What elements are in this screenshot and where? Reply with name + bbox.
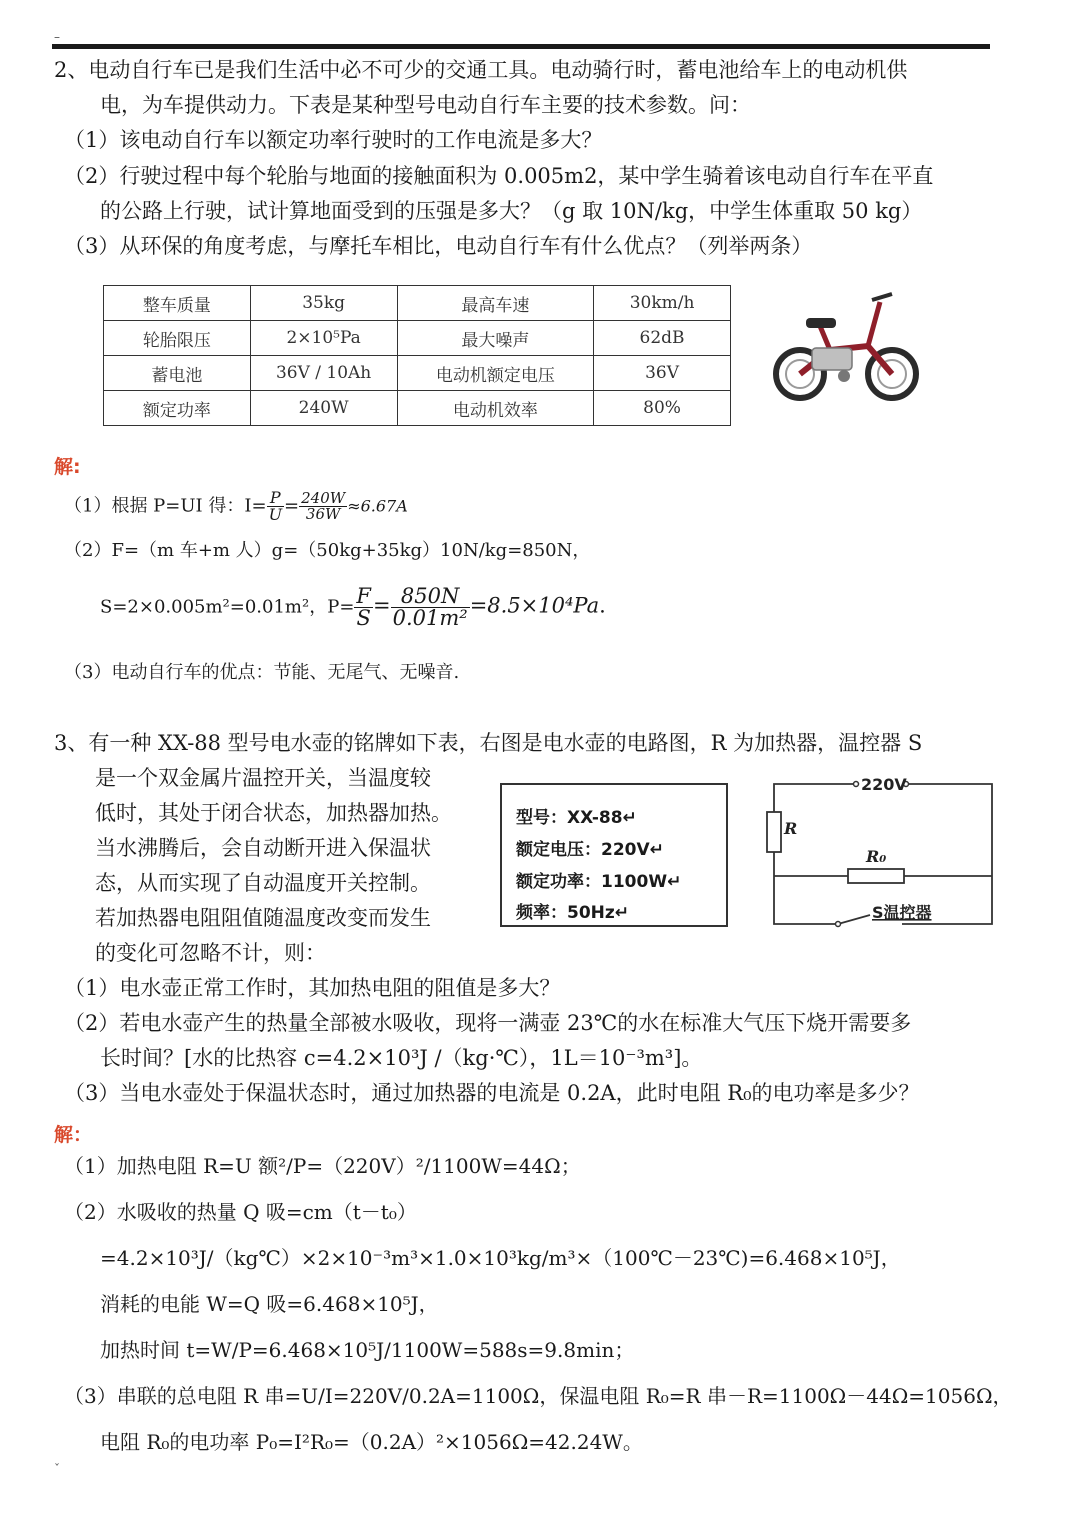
- table-cell: 整车质量: [104, 286, 251, 321]
- electric-bike-image: [768, 288, 920, 408]
- nameplate-model: 型号：XX-88↵: [516, 808, 637, 828]
- sol1-result: ≈6.67A: [347, 496, 408, 516]
- spec-table: [103, 285, 731, 426]
- q3-sol-line: （1）加热电阻 R=U 额²/P=（220V）²/1100W=44Ω；: [64, 1154, 581, 1178]
- heater-label: R: [784, 819, 798, 838]
- q3-sol-line: 电阻 R₀的电功率 P₀=I²R₀=（0.2A）²×1056Ω=42.24W。: [100, 1430, 643, 1454]
- q3-body-line: 低时，其处于闭合状态，加热器加热。: [95, 801, 452, 825]
- q3-sol-line: （2）水吸收的热量 Q 吸=cm（t－t₀）: [64, 1200, 417, 1224]
- q3-line1: 3、有一种 XX-88 型号电水壶的铭牌如下表，右图是电水壶的电路图，R 为加热器，温控器 S: [54, 731, 923, 755]
- table-cell: 电动机额定电压: [397, 356, 594, 391]
- table-cell: 62dB: [594, 321, 731, 356]
- sol1-prefix: （1）根据 P=UI 得：I=: [64, 495, 267, 517]
- table-cell: 2×10⁵Pa: [250, 321, 397, 356]
- nameplate-frequency: 频率：50Hz↵: [516, 903, 630, 923]
- q3-sol-line: 加热时间 t=W/P=6.468×10⁵J/1100W=588s=9.8min；: [100, 1338, 635, 1362]
- table-cell: 电动机效率: [397, 391, 594, 426]
- table-cell: 最高车速: [397, 286, 594, 321]
- table-cell: 240W: [250, 391, 397, 426]
- q2-sol3: （3）电动自行车的优点：节能、无尾气、无噪音.: [64, 662, 460, 683]
- table-cell: 蓄电池: [104, 356, 251, 391]
- table-cell: 35kg: [250, 286, 397, 321]
- fraction-f-over-s: [354, 586, 373, 629]
- table-cell: 轮胎限压: [104, 321, 251, 356]
- q2-solution-label: 解:: [54, 456, 81, 478]
- supply-label: 220V: [861, 775, 907, 794]
- q3-sub2b: 长时间？[水的比热容 c=4.2×10³J /（kg·℃），1L＝10⁻³m³]。: [100, 1046, 703, 1070]
- fraction-240w-over-36w: [299, 491, 347, 522]
- frac-denominator: S: [356, 606, 371, 630]
- q3-sub3: （3）当电水壶处于保温状态时，通过加热器的电流是 0.2A，此时电阻 R₀的电功率是多少？: [64, 1081, 920, 1105]
- fraction-p-over-u: [267, 490, 284, 523]
- table-row: [104, 321, 731, 356]
- frac-denominator: 36W: [305, 505, 341, 523]
- circuit-diagram: [766, 772, 998, 932]
- q3-sub1: （1）电水壶正常工作时，其加热电阻的阻值是多大？: [64, 976, 561, 1000]
- q3-sub2a: （2）若电水壶产生的热量全部被水吸收，现将一满壶 23℃的水在标准大气压下烧开需要多: [64, 1011, 912, 1035]
- table-cell: 80%: [594, 391, 731, 426]
- q2-sol1: [64, 490, 408, 523]
- q2-line1: 2、电动自行车已是我们生活中必不可少的交通工具。电动骑行时，蓄电池给车上的电动机供: [54, 58, 908, 82]
- nameplate-power: 额定功率：1100W↵: [516, 872, 682, 892]
- equals: =: [284, 495, 300, 517]
- table-row: [104, 286, 731, 321]
- q3-sol-line: （3）串联的总电阻 R 串=U/I=220V/0.2A=1100Ω，保温电阻 R₀=R 串－R=1100Ω－44Ω=1056Ω，: [64, 1384, 1013, 1408]
- kettle-nameplate: [500, 783, 728, 927]
- frac-denominator: 0.01m²: [392, 606, 468, 630]
- frac-numerator: P: [267, 490, 284, 507]
- sol2b-end: .: [599, 593, 606, 618]
- table-cell: 最大噪声: [397, 321, 594, 356]
- nameplate-voltage: 额定电压：220V↵: [516, 840, 664, 860]
- q3-sol-line: =4.2×10³J/（kg℃）×2×10⁻³m³×1.0×10³kg/m³×（100℃－23℃)=6.468×10⁵J，: [100, 1246, 901, 1270]
- header-rule: [52, 44, 990, 49]
- table-cell: 36V: [594, 356, 731, 391]
- q3-body-line: 态，从而实现了自动温度开关控制。: [95, 871, 431, 895]
- table-cell: 30km/h: [594, 286, 731, 321]
- resistor-r0-label: R₀: [866, 847, 887, 866]
- sol2b-prefix: S=2×0.005m²=0.01m²，P=: [100, 596, 355, 618]
- header-mark: –: [54, 30, 60, 44]
- q3-body-line: 若加热器电阻阻值随温度改变而发生: [95, 906, 431, 930]
- q2-sol2b: [100, 586, 606, 629]
- frac-numerator: F: [356, 584, 371, 608]
- table-cell: 36V / 10Ah: [250, 356, 397, 391]
- q2-sub1: （1）该电动自行车以额定功率行驶时的工作电流是多大？: [64, 128, 603, 152]
- q3-body-line: 的变化可忽略不计，则：: [95, 941, 326, 965]
- q3-solution-label: 解：: [54, 1124, 93, 1146]
- frac-numerator: 240W: [301, 489, 346, 507]
- frac-denominator: U: [268, 505, 283, 524]
- table-row: [104, 356, 731, 391]
- sol2b-result: =8.5×10⁴Pa: [469, 593, 600, 618]
- table-row: [104, 391, 731, 426]
- fraction-850n-over-area: [391, 586, 470, 629]
- q3-body-line: 当水沸腾后，会自动断开进入保温状: [95, 836, 431, 860]
- q2-sub2a: （2）行驶过程中每个轮胎与地面的接触面积为 0.005m2，某中学生骑着该电动自行车在平直: [64, 164, 934, 188]
- table-cell: 额定功率: [104, 391, 251, 426]
- equals: =: [372, 593, 391, 618]
- q2-line2: 电，为车提供动力。下表是某种型号电动自行车主要的技术参数。问：: [100, 93, 751, 117]
- q3-body-line: 是一个双金属片温控开关，当温度较: [95, 766, 431, 790]
- q2-sub3: （3）从环保的角度考虑，与摩托车相比，电动自行车有什么优点？（列举两条）: [64, 234, 813, 258]
- footer-mark: ˇ: [54, 1462, 60, 1476]
- q3-sol-line: 消耗的电能 W=Q 吸=6.468×10⁵J，: [100, 1292, 439, 1316]
- frac-numerator: 850N: [391, 586, 470, 608]
- q2-sub2b: 的公路上行驶，试计算地面受到的压强是多大？（g 取 10N/kg，中学生体重取 50 kg）: [100, 199, 923, 223]
- thermostat-switch-label: S温控器: [872, 903, 932, 922]
- q2-sol2a: （2）F=（m 车+m 人）g=（50kg+35kg）10N/kg=850N，: [64, 540, 591, 561]
